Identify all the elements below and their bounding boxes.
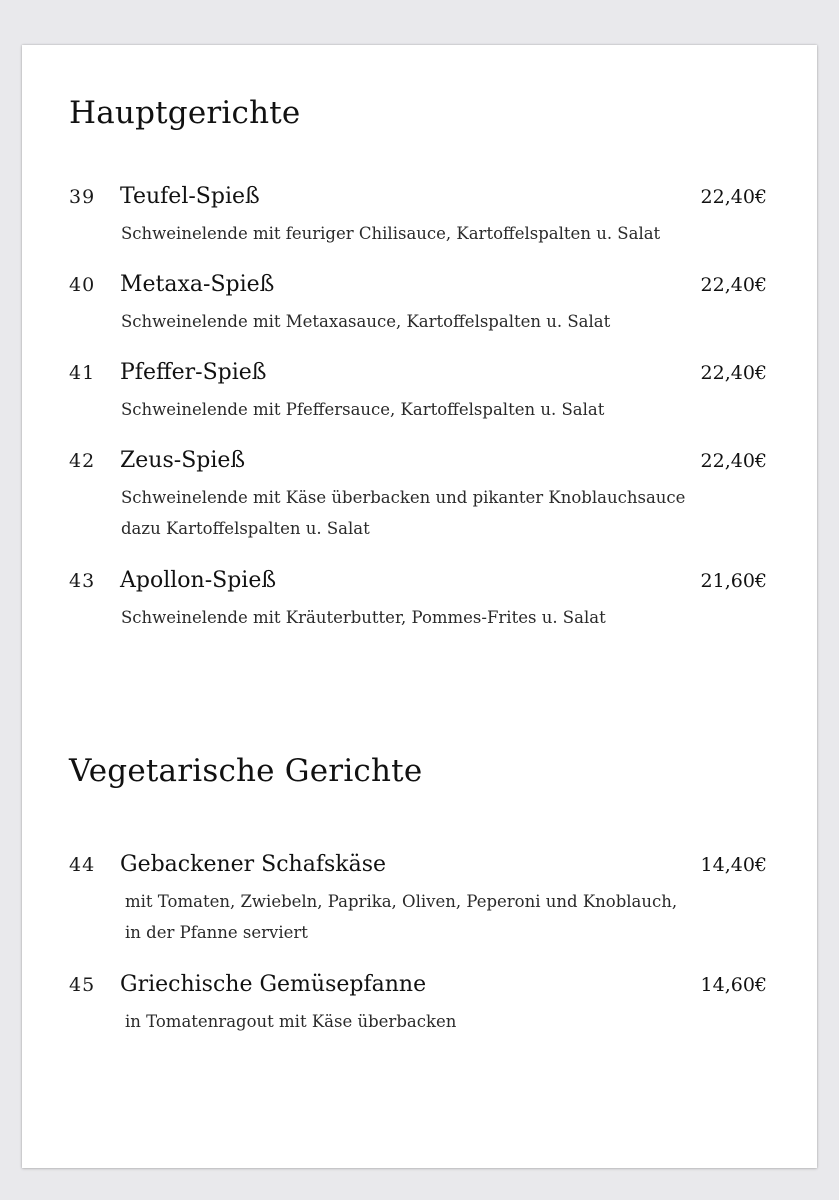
item-number: 43 — [69, 570, 96, 592]
item-name: Griechische Gemüsepfanne — [120, 972, 427, 997]
item-price: 22,40€ — [700, 450, 767, 472]
item-price: 22,40€ — [700, 362, 767, 384]
item-name: Metaxa-Spieß — [120, 272, 275, 297]
description-line: Schweinelende mit Metaxasauce, Kartoffelspalten u. Salat — [121, 312, 611, 331]
description-line: in Tomatenragout mit Käse überbacken — [125, 1012, 457, 1031]
item-name: Pfeffer-Spieß — [120, 360, 267, 385]
description-line: Schweinelende mit Kräuterbutter, Pommes-Frites u. Salat — [121, 608, 606, 627]
item-name: Teufel-Spieß — [120, 184, 260, 209]
item-description — [125, 886, 677, 948]
item-description — [121, 482, 685, 544]
item-description — [125, 1006, 456, 1037]
item-description — [121, 602, 606, 633]
item-number: 41 — [69, 362, 96, 384]
description-line: Schweinelende mit Pfeffersauce, Kartoffelspalten u. Salat — [121, 400, 605, 419]
item-price: 14,40€ — [700, 854, 767, 876]
description-line: Schweinelende mit Käse überbacken und pikanter Knoblauchsauce — [121, 488, 686, 507]
item-number: 44 — [69, 854, 96, 876]
item-number: 40 — [69, 274, 96, 296]
item-price: 14,60€ — [700, 974, 767, 996]
description-line: Schweinelende mit feuriger Chilisauce, Kartoffelspalten u. Salat — [121, 224, 661, 243]
item-price: 22,40€ — [700, 186, 767, 208]
item-description — [121, 218, 660, 249]
item-price: 22,40€ — [700, 274, 767, 296]
item-description — [121, 394, 604, 425]
item-price: 21,60€ — [700, 570, 767, 592]
item-name: Gebackener Schafskäse — [120, 852, 387, 877]
menu-page — [22, 45, 817, 1168]
section-title-hauptgerichte: Hauptgerichte — [69, 95, 301, 131]
item-name: Apollon-Spieß — [120, 568, 277, 593]
description-line: in der Pfanne serviert — [125, 923, 308, 942]
description-line: dazu Kartoffelspalten u. Salat — [121, 519, 370, 538]
item-number: 45 — [69, 974, 96, 996]
item-number: 39 — [69, 186, 96, 208]
item-description — [121, 306, 610, 337]
item-name: Zeus-Spieß — [120, 448, 246, 473]
section-title-vegetarische-gerichte: Vegetarische Gerichte — [69, 753, 423, 789]
description-line: mit Tomaten, Zwiebeln, Paprika, Oliven, Peperoni und Knoblauch, — [125, 892, 678, 911]
item-number: 42 — [69, 450, 96, 472]
